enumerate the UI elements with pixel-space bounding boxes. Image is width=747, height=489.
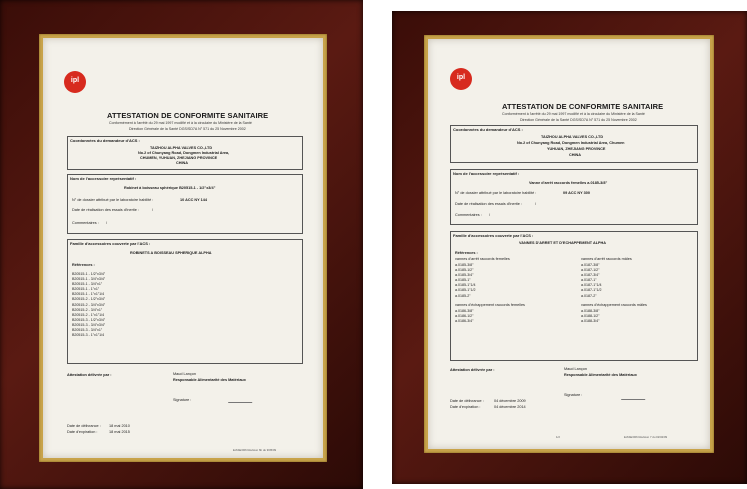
list-item: B20515-3 - 3/4"x3/4" xyxy=(72,322,106,327)
list-item: a.0186-3/4" xyxy=(455,319,474,324)
delivery-label: Date de délivrance : xyxy=(67,424,101,428)
right-certificate-paper xyxy=(428,39,710,449)
accessory-name: Robinet à boisseau sphérique B20515-1 - 1/2"x3/4" xyxy=(124,186,216,190)
accessory-box xyxy=(450,169,698,225)
list-item: a.0188-3/4" xyxy=(581,319,600,324)
ipl-logo-text: ipl xyxy=(456,74,466,81)
applicant-label: Coordonnées du demandeur d'ACS : xyxy=(70,138,140,143)
list-item: a.0187-1/2" xyxy=(581,268,600,273)
applicant-box xyxy=(450,125,698,163)
issued-label: Attestation délivrée par : xyxy=(450,368,495,372)
dossier-label: N° de dossier attribué par le laboratoire habilité : xyxy=(455,191,537,195)
signature-label: Signature : xyxy=(173,398,192,402)
dossier-label: N° de dossier attribué par le laboratoire habilité : xyxy=(72,198,154,202)
signature-label: Signature : xyxy=(564,393,583,397)
list-item: a.0187-3/4" xyxy=(581,273,600,278)
list-item: B20515-2 - 3/4"x3/4" xyxy=(72,302,106,307)
list-item: B20515-3 - 3/4"x1" xyxy=(72,328,103,333)
family-name: VANNES D'ARRET ET D'ECHAPPEMENT ALPHA xyxy=(519,241,607,245)
issuer-role: Responsable Alimentarité des Matériaux xyxy=(564,373,637,377)
male-stop-valves-list xyxy=(581,263,601,299)
issuer-name: Maud Lançon xyxy=(564,367,588,371)
ipl-logo-text: ipl xyxy=(70,77,80,84)
tests-date-value: / xyxy=(535,202,537,206)
list-item: a.0185-3/8" xyxy=(455,263,474,267)
list-item: a.0185-1"1/4 xyxy=(455,283,476,288)
accessory-name: Vanne d'arrêt raccords femelles a.0185-3/8" xyxy=(529,181,608,185)
references-list xyxy=(72,272,105,338)
references-label: Références : xyxy=(72,263,95,267)
list-item: a.0185-2" xyxy=(455,293,471,298)
list-item: a.0187-1"1/2 xyxy=(581,288,602,293)
ipl-logo-icon xyxy=(64,71,86,93)
applicant-address-1: No.2 of Chunyang Road, Dongmen Industrial Area, xyxy=(138,151,230,155)
family-label: Famille d'accessoires couverte par l'ACS : xyxy=(453,233,534,238)
accessory-label: Nom de l'accessoire représentatif : xyxy=(70,176,137,181)
list-item: B20515-3 - 1/2"x3/4" xyxy=(72,317,106,322)
left-picture-frame xyxy=(0,0,363,489)
right-picture-frame xyxy=(392,11,747,484)
tests-date-label: Date de réalisation des essais d'inertie : xyxy=(72,208,139,212)
certificate-subtitle-1: Conformément à l'arrêté du 29 mai 1997 modifié et à la circulaire du Ministère de la Santé xyxy=(109,121,252,125)
list-item: B20515-1 - 1"x1" xyxy=(72,287,100,292)
family-name: ROBINETS A BOISSEAU SPHERIQUE ALPHA xyxy=(130,251,212,255)
expiry-date: 04 décembre 2014 xyxy=(494,405,526,409)
applicant-company: TAIZHOU ALPHA VALVES CO.,LTD xyxy=(150,146,213,150)
list-item: a.0187-1"1/4 xyxy=(581,283,602,288)
female-drain-valves-heading: vannes d'échappement raccords femelles xyxy=(455,303,525,307)
applicant-address-1: No.2 of Chunyang Road, Dongmen Industrial Area, Chumen xyxy=(517,141,625,145)
list-item: a.0185-1/2" xyxy=(455,268,474,273)
comments-label: Commentaires : xyxy=(72,221,99,225)
list-item: a.0185-1" xyxy=(455,278,471,283)
dossier-value: 09 ACC NY 300 xyxy=(563,191,591,195)
list-item: a.0187-2" xyxy=(581,293,597,298)
left-certificate-paper xyxy=(43,38,323,458)
family-box xyxy=(67,239,303,364)
applicant-company: TAIZHOU ALPHA VALVES CO.,LTD xyxy=(541,135,604,139)
certificate-title: ATTESTATION DE CONFORMITE SANITAIRE xyxy=(107,111,269,120)
expiry-label: Date d'expiration : xyxy=(450,405,481,409)
certificate-subtitle-1: Conformément à l'arrêté du 29 mai 1997 modifié et à la circulaire du Ministère de la Santé xyxy=(502,112,645,116)
male-drain-valves-list xyxy=(581,309,599,324)
applicant-label: Coordonnées du demandeur d'ACS : xyxy=(453,127,523,132)
issuer-name: Maud Lançon xyxy=(173,372,197,376)
tests-date-value: / xyxy=(152,208,154,212)
list-item: B20515-1 - 3/4"x3/4" xyxy=(72,277,106,282)
list-item: B20515-2 - 3/4"x1" xyxy=(72,307,103,312)
male-drain-valves-heading: vannes d'échappement raccords mâles xyxy=(581,303,647,307)
list-item: B20515-2 - 1/2"x3/4" xyxy=(72,297,106,302)
list-item: B20515-3 - 1"x1"1/4 xyxy=(72,333,105,338)
signature-scribble xyxy=(621,387,651,400)
list-item: B20515-2 - 1"x1"1/4 xyxy=(72,312,105,317)
expiry-label: Date d'expiration : xyxy=(67,430,98,434)
list-item: B20515-1 - 1/2"x3/4" xyxy=(72,272,106,276)
list-item: B20515-1 - 1"x1"1/4 xyxy=(72,292,105,297)
dossier-value: 10 ACC NY 144 xyxy=(180,198,208,202)
accessory-box xyxy=(67,174,303,234)
comments-value: / xyxy=(489,213,491,217)
certificate-title: ATTESTATION DE CONFORMITE SANITAIRE xyxy=(502,102,664,111)
female-stop-valves-list xyxy=(455,263,475,299)
list-item: a.0186-1/2" xyxy=(455,314,474,319)
list-item: a.0185-1"1/2 xyxy=(455,288,476,293)
applicant-country: CHINA xyxy=(569,153,582,157)
form-reference: E/ASE/006 Révision 7 du 02/02/09 xyxy=(624,435,668,439)
family-box xyxy=(450,231,698,361)
comments-label: Commentaires : xyxy=(455,213,482,217)
delivery-date: 18 mai 2010 xyxy=(109,424,130,428)
applicant-box xyxy=(67,136,303,170)
delivery-label: Date de délivrance : xyxy=(450,399,484,403)
issuer-role: Responsable Alimentarité des Matériaux xyxy=(173,378,246,382)
male-stop-valves-heading: vannes d'arrêt raccords mâles xyxy=(581,257,632,261)
ipl-logo-icon xyxy=(450,68,472,90)
form-reference: E/ASE/006 Révision 6b du 9/05/09 xyxy=(233,448,277,452)
delivery-date: 04 décembre 2009 xyxy=(494,399,526,403)
issued-label: Attestation délivrée par : xyxy=(67,373,112,377)
female-drain-valves-list xyxy=(455,309,473,324)
certificate-subtitle-2: Direction Générale de la Santé DGS/SD7A N° 571 du 25 Novembre 2002 xyxy=(520,118,637,122)
list-item: a.0187-3/8" xyxy=(581,263,600,267)
comments-value: / xyxy=(106,221,108,225)
family-label: Famille d'accessoires couverte par l'ACS : xyxy=(70,241,151,246)
list-item: a.0185-3/4" xyxy=(455,273,474,278)
tests-date-label: Date de réalisation des essais d'inertie : xyxy=(455,202,522,206)
list-item: a.0188-3/8" xyxy=(581,309,600,313)
expiry-date: 18 mai 2015 xyxy=(109,430,130,434)
list-item: a.0187-1" xyxy=(581,278,597,283)
signature-scribble xyxy=(228,390,258,403)
page-number: 1/2 xyxy=(556,435,560,439)
applicant-address-2: YUHUAN, ZHEJIANG PROVINCE xyxy=(547,147,606,151)
list-item: a.0188-1/2" xyxy=(581,314,600,319)
references-label: Références : xyxy=(455,251,478,255)
applicant-country: CHINA xyxy=(176,161,189,165)
certificate-subtitle-2: Direction Générale de la Santé DGS/SD7A N° 571 du 25 Novembre 2002 xyxy=(129,127,246,131)
female-stop-valves-heading: vannes d'arrêt raccords femelles xyxy=(455,257,510,261)
list-item: a.0186-3/8" xyxy=(455,309,474,313)
accessory-label: Nom de l'accessoire représentatif : xyxy=(453,171,520,176)
list-item: B20515-1 - 3/4"x1" xyxy=(72,282,103,287)
applicant-address-2: CHUMEN, YUHUAN, ZHEJIANG PROVINCE xyxy=(140,156,218,160)
